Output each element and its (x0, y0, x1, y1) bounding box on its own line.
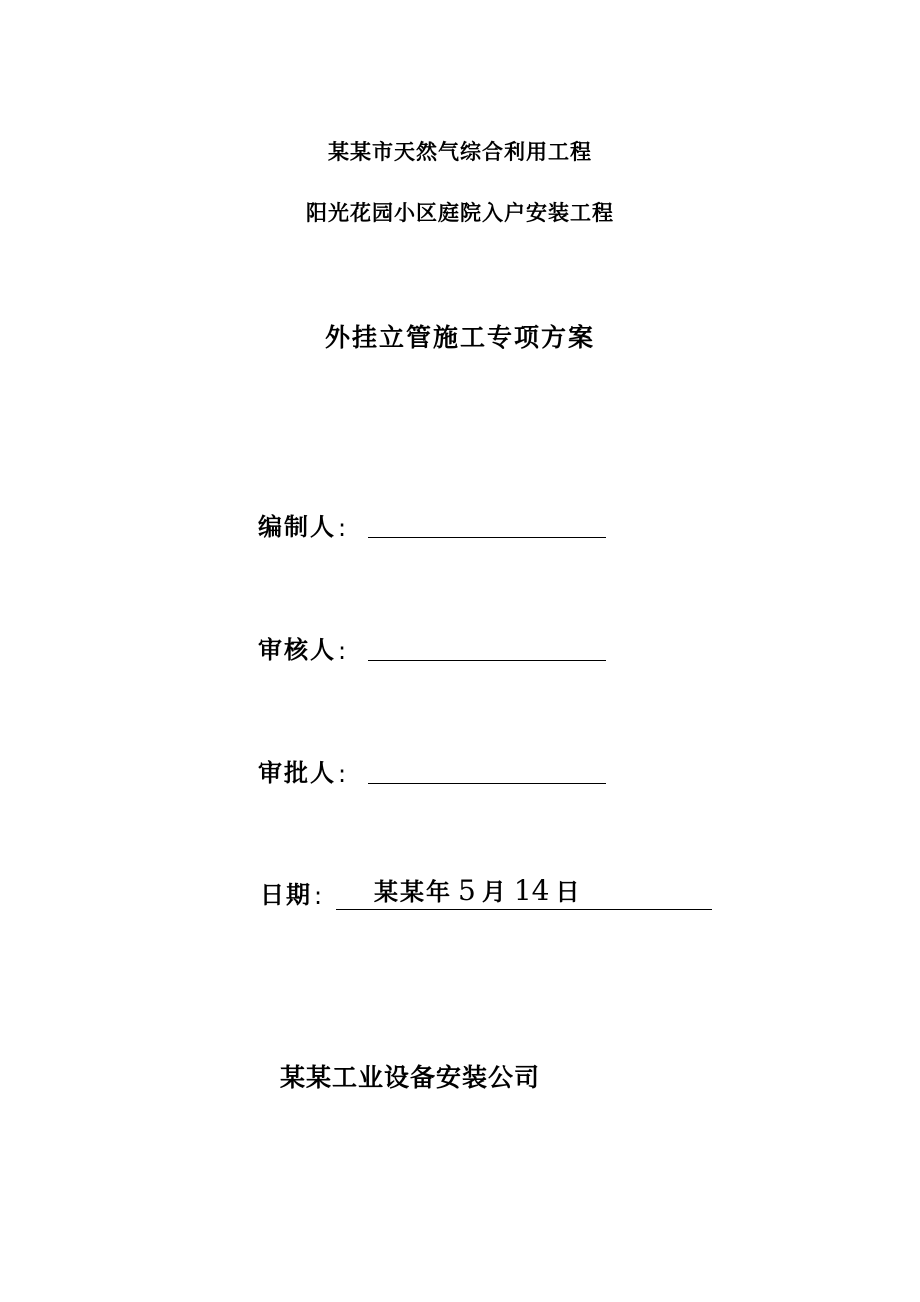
reviewer-signature-row (258, 625, 606, 665)
company-name: 某某工业设备安装公司 (280, 1063, 541, 1092)
date-day-unit: 日 (555, 878, 582, 906)
compiler-label: 编制人 (258, 513, 336, 541)
date-month-unit: 月 (481, 878, 508, 906)
date-label: 日期 (260, 881, 312, 909)
date-value-field (336, 872, 712, 910)
date-colon: : (314, 882, 323, 910)
approver-signature-line (368, 757, 606, 784)
compiler-colon: : (338, 514, 347, 542)
approver-colon: : (338, 760, 347, 788)
approver-label: 审批人 (258, 759, 336, 787)
reviewer-signature-line (368, 634, 606, 661)
date-row (260, 868, 712, 910)
compiler-signature-line (368, 511, 606, 538)
date-year: 某某年 (374, 878, 452, 906)
project-name-line-1: 某某市天然气综合利用工程 (328, 140, 592, 164)
date-day-number: 14 (513, 874, 550, 907)
reviewer-label: 审核人 (258, 636, 336, 664)
compiler-signature-row (258, 502, 606, 542)
reviewer-colon: : (338, 637, 347, 665)
project-name-line-2: 阳光花园小区庭院入户安装工程 (306, 201, 614, 225)
approver-signature-row (258, 748, 606, 788)
date-month-number: 5 (458, 874, 476, 907)
document-title: 外挂立管施工专项方案 (324, 323, 595, 352)
